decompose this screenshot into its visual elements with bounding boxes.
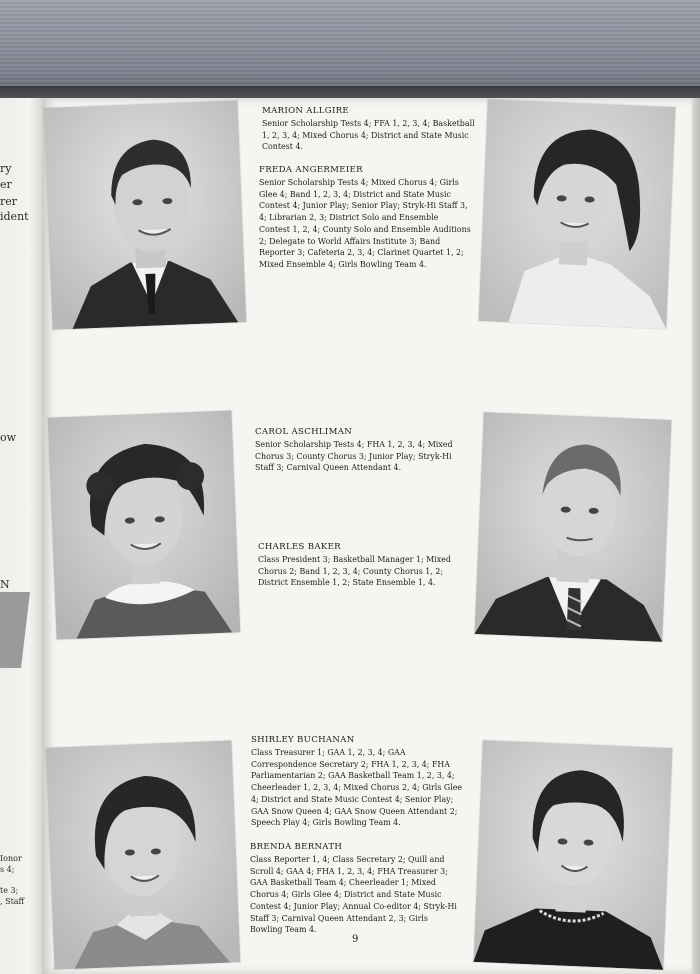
page-right-edge — [692, 98, 700, 974]
photo-brenda-bernath — [473, 740, 672, 970]
left-page-fragment: Ionor — [0, 854, 22, 863]
left-page-fragment: er — [0, 178, 12, 191]
entry-charles-baker — [258, 542, 462, 589]
student-name: FREDA ANGERMEIER — [259, 165, 363, 175]
student-activities: Class Treasurer 1; GAA 1, 2, 3, 4; GAA Correspondence Secretary 2; FHA 1, 2, 3, 4; FHA Parliamentarian 2; GAA Basketball Team 1, 2, 3, 4; Cheerleader 1, 2, 3, 4; Mixed Chorus 2, 4; Girls Glee 4; District and State Music Contest 4; Senior Play; GAA Snow Queen 4; GAA Snow Queen Attendant 2; Speech Play 4; Girls Bowling Team 4. — [251, 748, 463, 828]
student-name: CAROL ASCHLIMAN — [255, 427, 353, 437]
left-page-fragment: s 4; — [0, 865, 15, 874]
left-page-fragment: ow — [0, 431, 17, 444]
left-page-edge — [0, 98, 42, 974]
student-activities: Senior Scholarship Tests 4; FFA 1, 2, 3, 4; Basketball 1, 2, 3, 4; Mixed Chorus 4; District and State Music Contest 4. — [262, 119, 475, 152]
entry-shirley-buchanan — [251, 735, 463, 829]
left-page-fragment: , Staff — [0, 897, 25, 906]
student-activities: Senior Scholarship Tests 4; Mixed Chorus 4; Girls Glee 4; Band 1, 2, 3, 4; District and State Music Contest 4; Junior Play; Senior Play; Stryk-Hi Staff 3, 4; Librarian 2, 3; District Solo and Ensemble Contest 1, 2, 4; County Solo and Ensemble Auditions 2; Delegate to World Affairs Institute 3; Band Reporter 3; Cafeteria 2, 3, 4; Clarinet Quartet 1, 2; Mixed Ensemble 4; Girls Bowling Team 4. — [259, 178, 471, 269]
photo-charles-baker — [474, 412, 671, 642]
student-name: BRENDA BERNATH — [250, 842, 343, 852]
left-page-fragment: te 3; — [0, 886, 19, 895]
left-page-fragment: rer — [0, 195, 18, 208]
photo-shirley-buchanan — [46, 740, 241, 969]
left-page-fragment: ry — [0, 162, 12, 175]
student-name: SHIRLEY BUCHANAN — [251, 735, 355, 745]
student-activities: Senior Scholarship Tests 4; FHA 1, 2, 3, 4; Mixed Chorus 3; County Chorus 3; Junior Play; Stryk-Hi Staff 3; Carnival Queen Attendant 4. — [255, 440, 453, 473]
left-page-fragment: N — [0, 578, 10, 591]
student-name: MARION ALLGIRE — [262, 106, 349, 116]
student-activities: Class Reporter 1, 4; Class Secretary 2; Quill and Scroll 4; GAA 4; FHA 1, 2, 3, 4; FHA Treasurer 3; GAA Basketball Team 4; Cheerleader 1; Mixed Chorus 4; Girls Glee 4; District and State Music Contest 4; Junior Play; Annual Co-editor 4; Stryk-Hi Staff 3; Carnival Queen Attendant 2, 3; Girls Bowling Team 4. — [250, 855, 457, 935]
entry-marion-allgire — [262, 106, 476, 153]
photo-freda-angermeier — [478, 99, 675, 329]
left-page-fragment: ident — [0, 210, 29, 223]
student-name: CHARLES BAKER — [258, 542, 341, 552]
student-activities: Class President 3; Basketball Manager 1; Mixed Chorus 2; Band 1, 2, 3, 4; County Chorus 1, 2; District Ensemble 1, 2; State Ensemble 1, 4. — [258, 555, 451, 588]
entry-carol-aschliman — [255, 427, 467, 474]
photo-marion-allgire — [44, 100, 247, 330]
entry-freda-angermeier — [259, 165, 471, 271]
photo-carol-aschliman — [48, 410, 241, 639]
page-number: 9 — [352, 934, 359, 945]
entry-brenda-bernath — [250, 842, 462, 936]
scanner-background — [0, 0, 700, 90]
